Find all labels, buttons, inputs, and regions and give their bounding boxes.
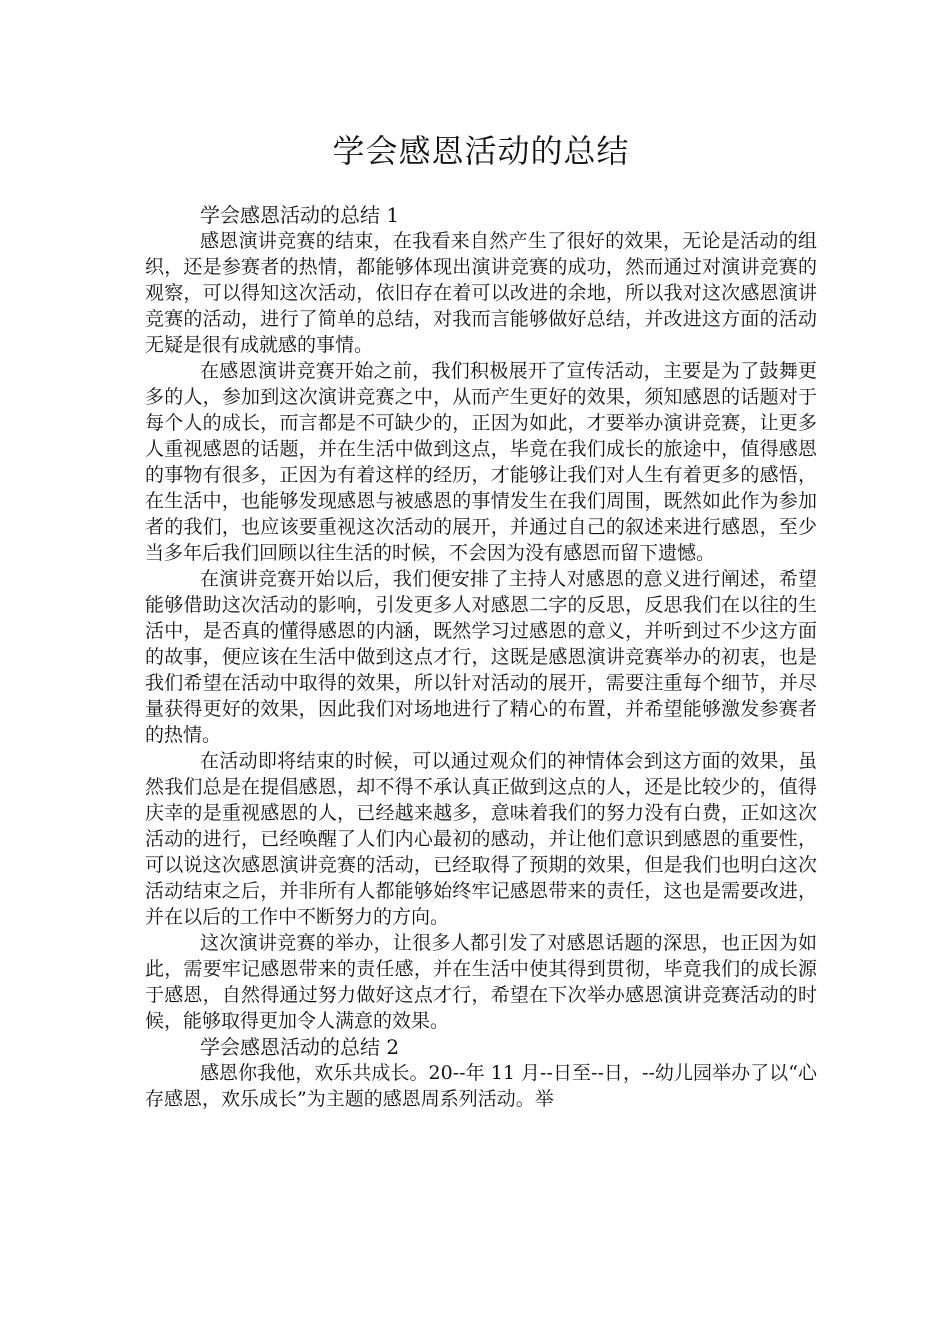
paragraph: 感恩你我他，欢乐共成长。20--年 11 月--日至--日，--幼儿园举办了以“心存感恩，欢乐成长”为主题的感恩周系列活动。举 xyxy=(145,1062,817,1110)
section-heading: 学会感恩活动的总结 1 xyxy=(200,203,400,227)
paragraph: 在演讲竞赛开始以后，我们便安排了主持人对感恩的意义进行阐述，希望能够借助这次活动的影响，引发更多人对感恩二字的反思，反思我们在以往的生活中，是否真的懂得感恩的内涵，既然学习过感恩的意义，并听到过不少这方面的故事，便应该在生活中做到这点才行，这既是感恩演讲竞赛举办的初衷，也是我们希望在活动中取得的效果，所以针对活动的展开，需要注重每个细节，并尽量获得更好的效果，因此我们对场地进行了精心的布置，并希望能够激发参赛者的热情。 xyxy=(145,568,817,746)
paragraph: 在感恩演讲竞赛开始之前，我们积极展开了宣传活动，主要是为了鼓舞更多的人，参加到这次演讲竞赛之中，从而产生更好的效果，须知感恩的话题对于每个人的成长，而言都是不可缺少的，正因为如此，才要举办演讲竞赛，让更多人重视感恩的话题，并在生活中做到这点，毕竟在我们成长的旅途中，值得感恩的事物有很多，正因为有着这样的经历，才能够让我们对人生有着更多的感悟，在生活中，也能够发现感恩与被感恩的事情发生在我们周围，既然如此作为参加者的我们，也应该要重视这次活动的展开，并通过自己的叙述来进行感恩，至少当多年后我们回顾以往生活的时候，不会因为没有感恩而留下遗憾。 xyxy=(145,360,817,564)
paragraph: 在活动即将结束的时候，可以通过观众们的神情体会到这方面的效果，虽然我们总是在提倡感恩，却不得不承认真正做到这点的人，还是比较少的，值得庆幸的是重视感恩的人，已经越来越多，意味着我们的努力没有白费，正如这次活动的进行，已经唤醒了人们内心最初的感动，并让他们意识到感恩的重要性，可以说这次感恩演讲竞赛的活动，已经取得了预期的效果，但是我们也明白这次活动结束之后，并非所有人都能够始终牢记感恩带来的责任，这也是需要改进，并在以后的工作中不断努力的方向。 xyxy=(145,750,817,928)
section-1 xyxy=(145,202,817,1034)
section-2 xyxy=(145,1034,817,1112)
document-page xyxy=(145,128,817,1112)
paragraph: 感恩演讲竞赛的结束，在我看来自然产生了很好的效果，无论是活动的组织，还是参赛者的热情，都能够体现出演讲竞赛的成功，然而通过对演讲竞赛的观察，可以得知这次活动，依旧存在着可以改进的余地，所以我对这次感恩演讲竞赛的活动，进行了简单的总结，对我而言能够做好总结，并改进这方面的活动无疑是很有成就感的事情。 xyxy=(145,230,817,356)
document-title: 学会感恩活动的总结 xyxy=(332,132,630,170)
paragraph: 这次演讲竞赛的举办，让很多人都引发了对感恩话题的深思，也正因为如此，需要牢记感恩带来的责任感，并在生活中使其得到贯彻，毕竟我们的成长源于感恩，自然得通过努力做好这点才行，希望在下次举办感恩演讲竞赛活动的时候，能够取得更加令人满意的效果。 xyxy=(145,932,817,1032)
section-heading: 学会感恩活动的总结 2 xyxy=(200,1035,400,1059)
